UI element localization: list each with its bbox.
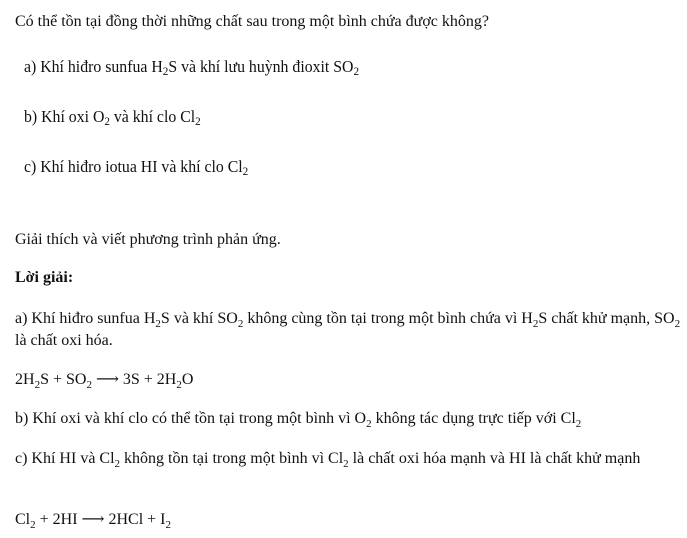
answer-b: b) Khí oxi và khí clo có thể tồn tại trong một bình vì $O_2$ không tác dụng trực tiếp với $Cl_2$ [15,410,582,431]
answer-a: a) Khí hiđro sunfua $H_2S$ và khí $SO_2$ không cùng tồn tại trong một bình chứa vì $H_2S$ chất khử mạnh, $SO_2$ là chất oxi hóa. [15,310,681,349]
equation-2: $Cl_2 + 2HI$ ⟶ $2HCl + I_2$ [15,511,171,532]
equation-1: $2H_2S + SO_2$ ⟶ $3S + 2H_2O$ [15,371,194,392]
solution-heading: Lời giải: [15,269,74,286]
instruction-text: Giải thích và viết phương trình phản ứng. [15,231,281,248]
option-b: b) Khí oxi O2 và khí clo Cl2 [24,107,201,128]
question-text: Có thể tồn tại đồng thời những chất sau trong một bình chứa được không? [15,13,489,30]
answer-c: c) Khí HI và $Cl_2$ không tồn tại trong một bình vì $Cl_2$ là chất oxi hóa mạnh và HI là chất khử mạnh [15,450,641,471]
option-a: a) Khí hiđro sunfua H2S và khí lưu huỳnh đioxit SO2 [24,57,360,78]
option-c: c) Khí hiđro iotua HI và khí clo Cl2 [24,157,249,178]
